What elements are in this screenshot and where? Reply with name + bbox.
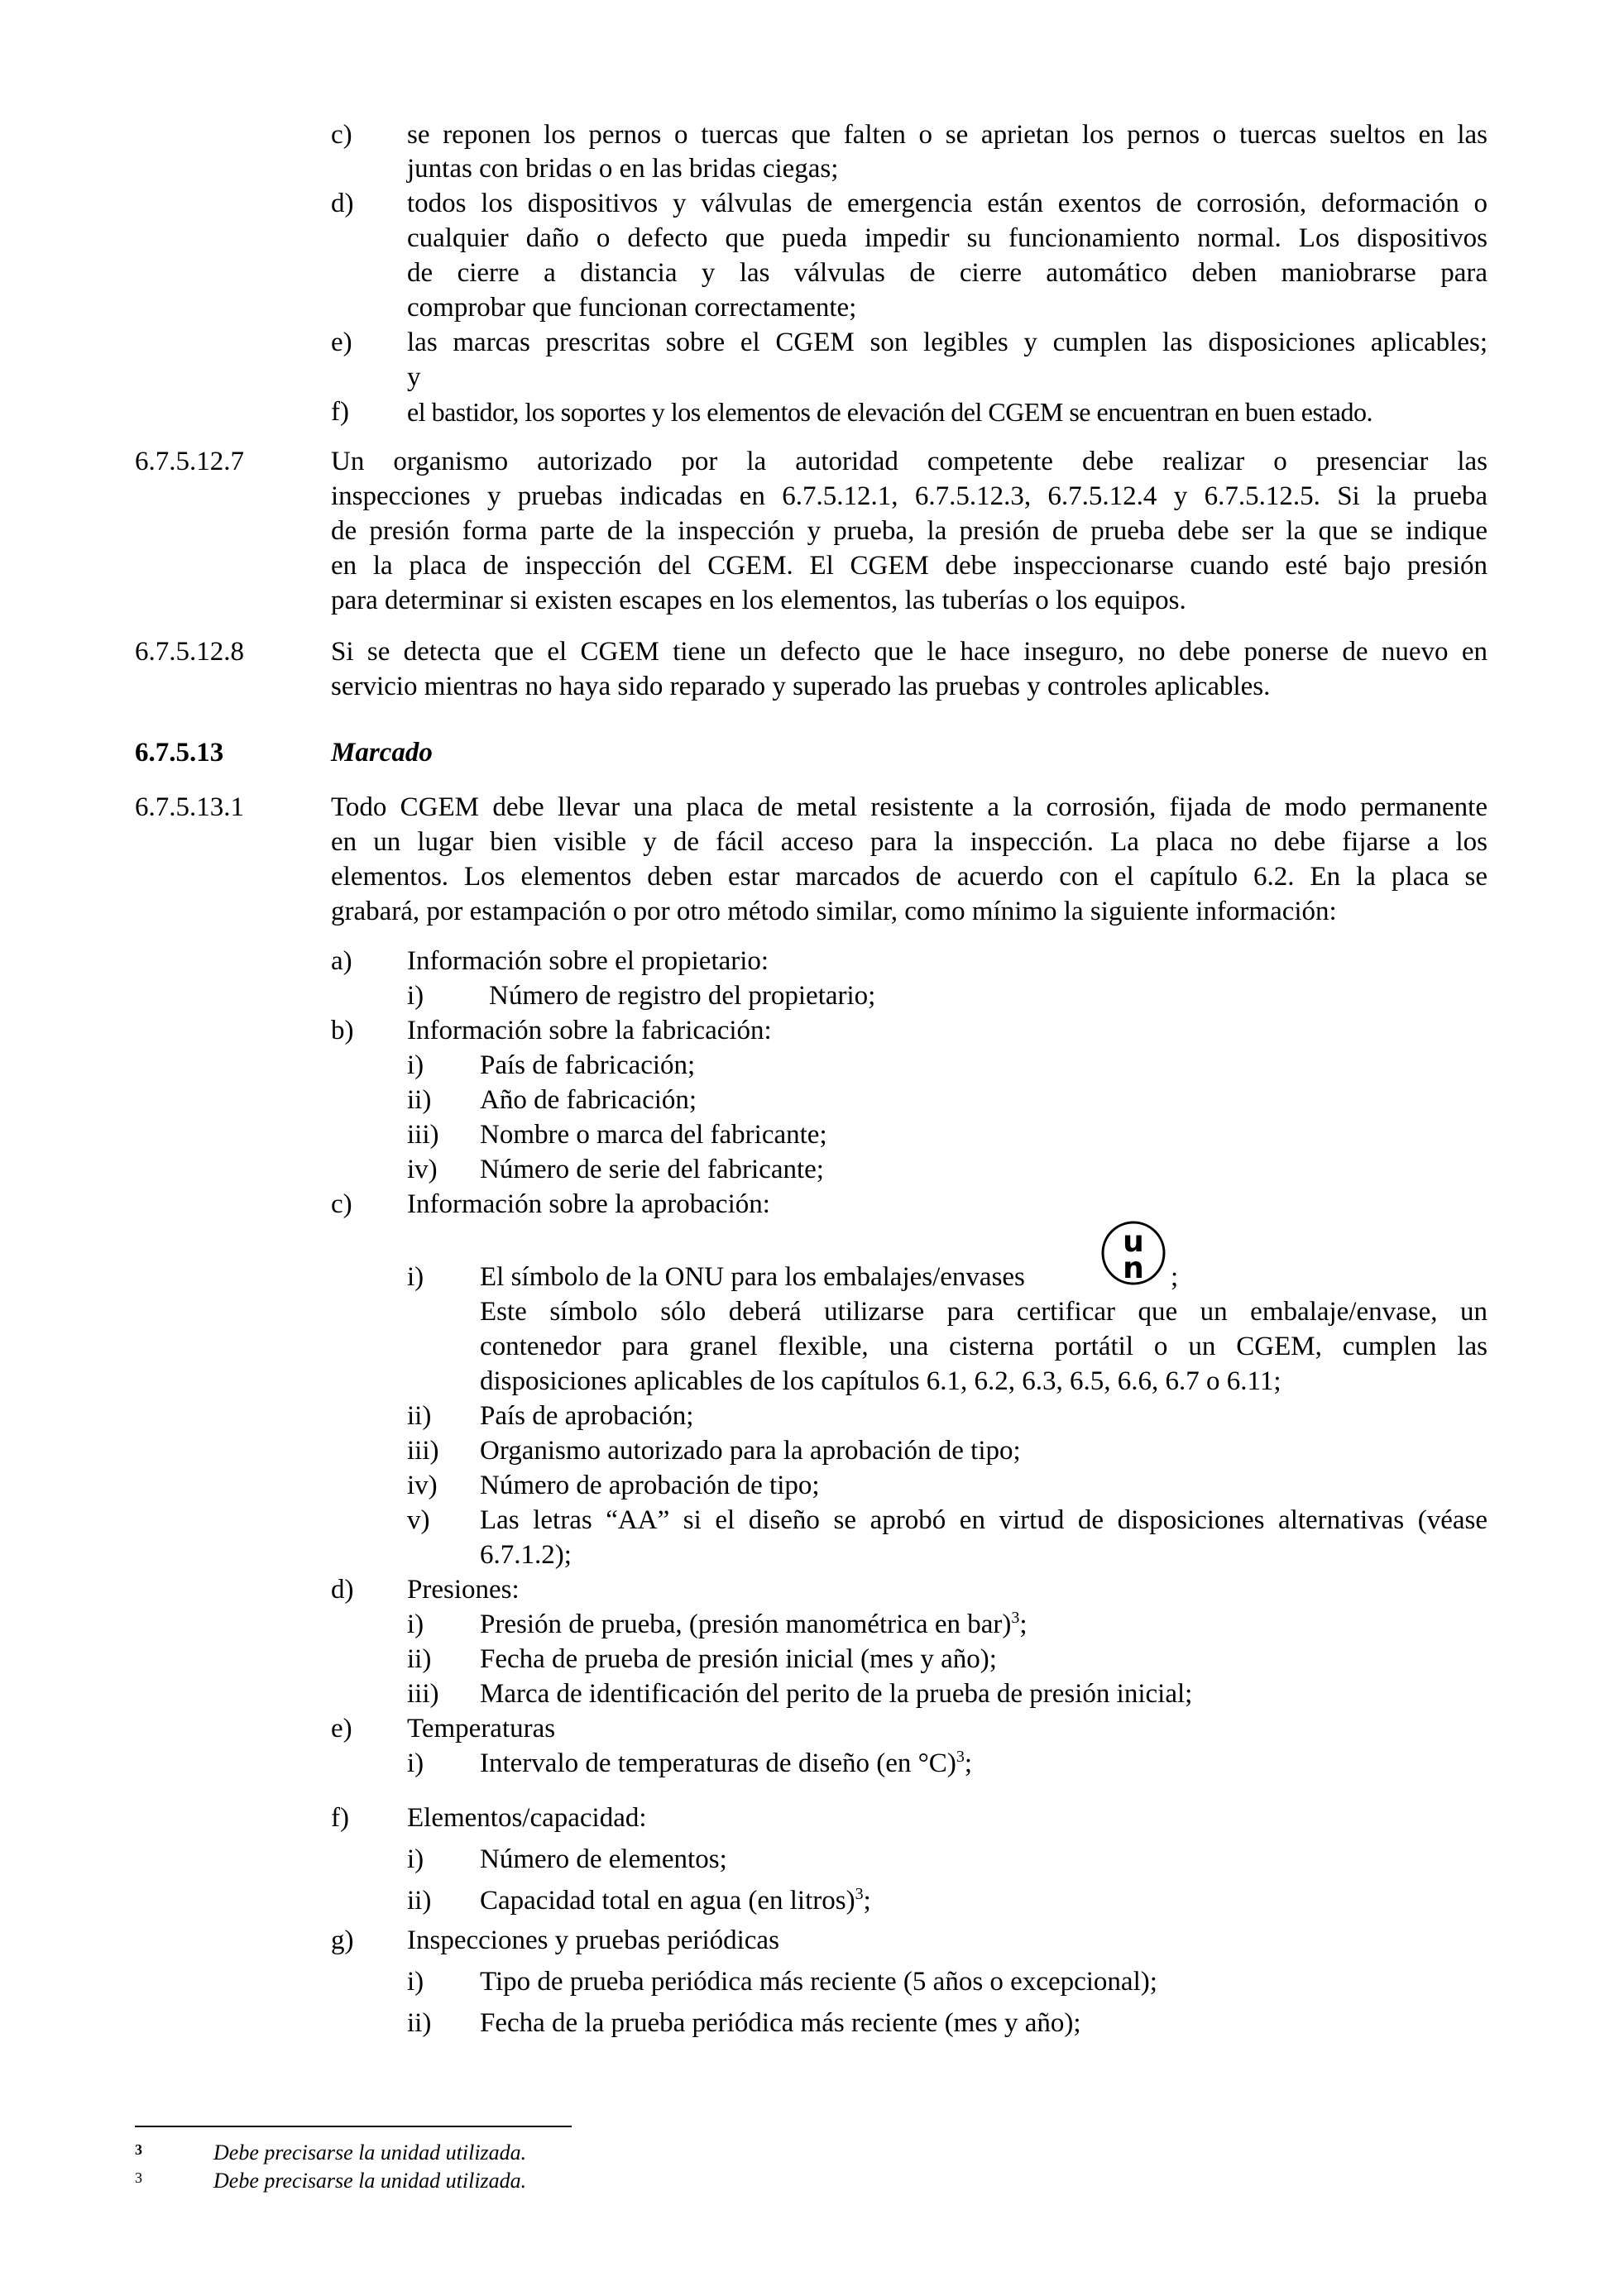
list-letter: g) [331, 1925, 354, 1955]
sublist-number: ii) [407, 1401, 432, 1431]
list-letter: d) [331, 189, 354, 218]
sublist-text: Fecha de la prueba periódica más reciente (mes y año); [480, 2008, 1081, 2038]
sublist-note-line: contenedor para granel flexible, una cisterna portátil o un CGEM, cumplen las [480, 1332, 1487, 1361]
list-text: Inspecciones y pruebas periódicas [407, 1925, 779, 1955]
list-text: comprobar que funcionan correctamente; [407, 293, 857, 323]
list-letter: f) [331, 397, 349, 427]
list-text: se reponen los pernos o tuercas que falten o se aprietan los pernos o tuercas sueltos en las [407, 120, 1487, 150]
sublist-text: Las letras “AA” si el diseño se aprobó en virtud de disposiciones alternativas (véase [480, 1505, 1487, 1535]
paragraph-line: en la placa de inspección del CGEM. El CGEM debe inspeccionarse cuando esté bajo presión [331, 551, 1487, 581]
list-letter: d) [331, 1575, 354, 1605]
list-letter: c) [331, 1189, 352, 1219]
sublist-text: Presión de prueba, (presión manométrica en bar)$^3$; [480, 1609, 1028, 1639]
sublist-text: Número de registro del propietario; [489, 981, 876, 1011]
paragraph-number: 6.7.5.13.1 [135, 792, 244, 822]
sublist-number: iv) [407, 1155, 438, 1184]
sublist-punctuation: ; [1171, 1262, 1179, 1292]
sublist-number: v) [407, 1505, 430, 1535]
list-text: Elementos/capacidad: [407, 1803, 647, 1833]
sublist-text: Organismo autorizado para la aprobación de tipo; [480, 1436, 1021, 1466]
paragraph-line: de presión forma parte de la inspección y prueba, la presión de prueba debe ser la que se indique [331, 516, 1487, 546]
un-packaging-symbol-icon [1100, 1220, 1167, 1286]
sublist-text: Capacidad total en agua (en litros)$^3$; [480, 1885, 871, 1916]
sublist-number: i) [407, 1748, 424, 1778]
list-text: Información sobre el propietario: [407, 946, 769, 976]
footnote-mark: 3 [135, 2169, 142, 2186]
sublist-text-continuation: 6.7.1.2); [480, 1540, 572, 1570]
section-title: Marcado [331, 738, 433, 768]
sublist-text: Intervalo de temperaturas de diseño (en °C)$^3$; [480, 1748, 972, 1778]
list-text: Información sobre la fabricación: [407, 1016, 772, 1045]
paragraph-line: grabará, por estampación o por otro método similar, como mínimo la siguiente información: [331, 897, 1337, 926]
sublist-text: Marca de identificación del perito de la prueba de presión inicial; [480, 1679, 1193, 1709]
sublist-note-line: disposiciones aplicables de los capítulos 6.1, 6.2, 6.3, 6.5, 6.6, 6.7 o 6.11; [480, 1366, 1281, 1396]
footnote-separator [135, 2126, 572, 2127]
paragraph-line: Todo CGEM debe llevar una placa de metal resistente a la corrosión, fijada de modo permanente [331, 792, 1487, 822]
sublist-number: i) [407, 1967, 424, 1997]
sublist-number: i) [407, 1844, 424, 1874]
sublist-text: El símbolo de la ONU para los embalajes/envases [480, 1262, 1025, 1292]
sublist-number: i) [407, 1050, 424, 1080]
list-text: todos los dispositivos y válvulas de emergencia están exentos de corrosión, deformación o [407, 189, 1487, 218]
sublist-text: Número de serie del fabricante; [480, 1155, 824, 1184]
sublist-note-line: Este símbolo sólo deberá utilizarse para certificar que un embalaje/envase, un [480, 1297, 1487, 1327]
footnote-text: Debe precisarse la unidad utilizada. [213, 2141, 527, 2164]
footnote-text: Debe precisarse la unidad utilizada. [213, 2169, 527, 2193]
paragraph-number: 6.7.5.12.8 [135, 637, 244, 667]
sublist-number: ii) [407, 1886, 432, 1916]
sublist-number: i) [407, 1610, 424, 1639]
sublist-number: ii) [407, 2008, 432, 2038]
paragraph-line: para determinar si existen escapes en los elementos, las tuberías o los equipos. [331, 586, 1186, 615]
list-text: de cierre a distancia y las válvulas de cierre automático deben maniobrarse para [407, 258, 1487, 288]
sublist-text: Tipo de prueba periódica más reciente (5 años o excepcional); [480, 1967, 1157, 1997]
paragraph-line: en un lugar bien visible y de fácil acceso para la inspección. La placa no debe fijarse a los [331, 827, 1487, 857]
sublist-number: iv) [407, 1471, 438, 1500]
sublist-text: Número de aprobación de tipo; [480, 1471, 820, 1500]
footnote-mark: 3 [135, 2141, 142, 2158]
un-symbol-bottom-letter: n [1123, 1251, 1144, 1285]
list-text: Temperaturas [407, 1714, 556, 1744]
list-letter: e) [331, 328, 352, 357]
list-letter: c) [331, 120, 352, 150]
sublist-number: i) [407, 981, 424, 1011]
sublist-number: ii) [407, 1085, 432, 1115]
list-letter: a) [331, 946, 352, 976]
list-letter: f) [331, 1803, 349, 1833]
list-text: y [407, 362, 421, 392]
paragraph-line: Si se detecta que el CGEM tiene un defecto que le hace inseguro, no debe ponerse de nuevo en [331, 637, 1487, 667]
section-number: 6.7.5.13 [135, 738, 224, 768]
sublist-text: Nombre o marca del fabricante; [480, 1120, 827, 1150]
sublist-number: iii) [407, 1436, 439, 1466]
paragraph-line: inspecciones y pruebas indicadas en 6.7.5.12.1, 6.7.5.12.3, 6.7.5.12.4 y 6.7.5.12.5. Si la prueba [331, 481, 1487, 511]
list-text: cualquier daño o defecto que pueda impedir su funcionamiento normal. Los dispositivos [407, 223, 1487, 253]
paragraph-line: Un organismo autorizado por la autoridad competente debe realizar o presenciar las [331, 447, 1487, 476]
sublist-number: ii) [407, 1644, 432, 1674]
sublist-text: Número de elementos; [480, 1844, 727, 1874]
sublist-text: Fecha de prueba de presión inicial (mes y año); [480, 1644, 997, 1674]
sublist-number: iii) [407, 1679, 439, 1709]
sublist-number: iii) [407, 1120, 439, 1150]
list-letter: b) [331, 1016, 354, 1045]
list-text: juntas con bridas o en las bridas ciegas; [407, 154, 839, 184]
list-text: el bastidor, los soportes y los elementos de elevación del CGEM se encuentran en buen estado. [407, 397, 1372, 427]
un-symbol-top-letter: u [1123, 1225, 1144, 1259]
list-text: Presiones: [407, 1575, 520, 1605]
list-text: las marcas prescritas sobre el CGEM son legibles y cumplen las disposiciones aplicables; [407, 328, 1487, 357]
sublist-text: País de fabricación; [480, 1050, 696, 1080]
paragraph-line: elementos. Los elementos deben estar marcados de acuerdo con el capítulo 6.2. En la placa se [331, 862, 1487, 892]
paragraph-number: 6.7.5.12.7 [135, 447, 244, 476]
list-text: Información sobre la aprobación: [407, 1189, 770, 1219]
sublist-text: Año de fabricación; [480, 1085, 697, 1115]
list-letter: e) [331, 1714, 352, 1744]
sublist-text: País de aprobación; [480, 1401, 694, 1431]
sublist-number: i) [407, 1262, 424, 1292]
paragraph-line: servicio mientras no haya sido reparado y superado las pruebas y controles aplicables. [331, 672, 1271, 701]
